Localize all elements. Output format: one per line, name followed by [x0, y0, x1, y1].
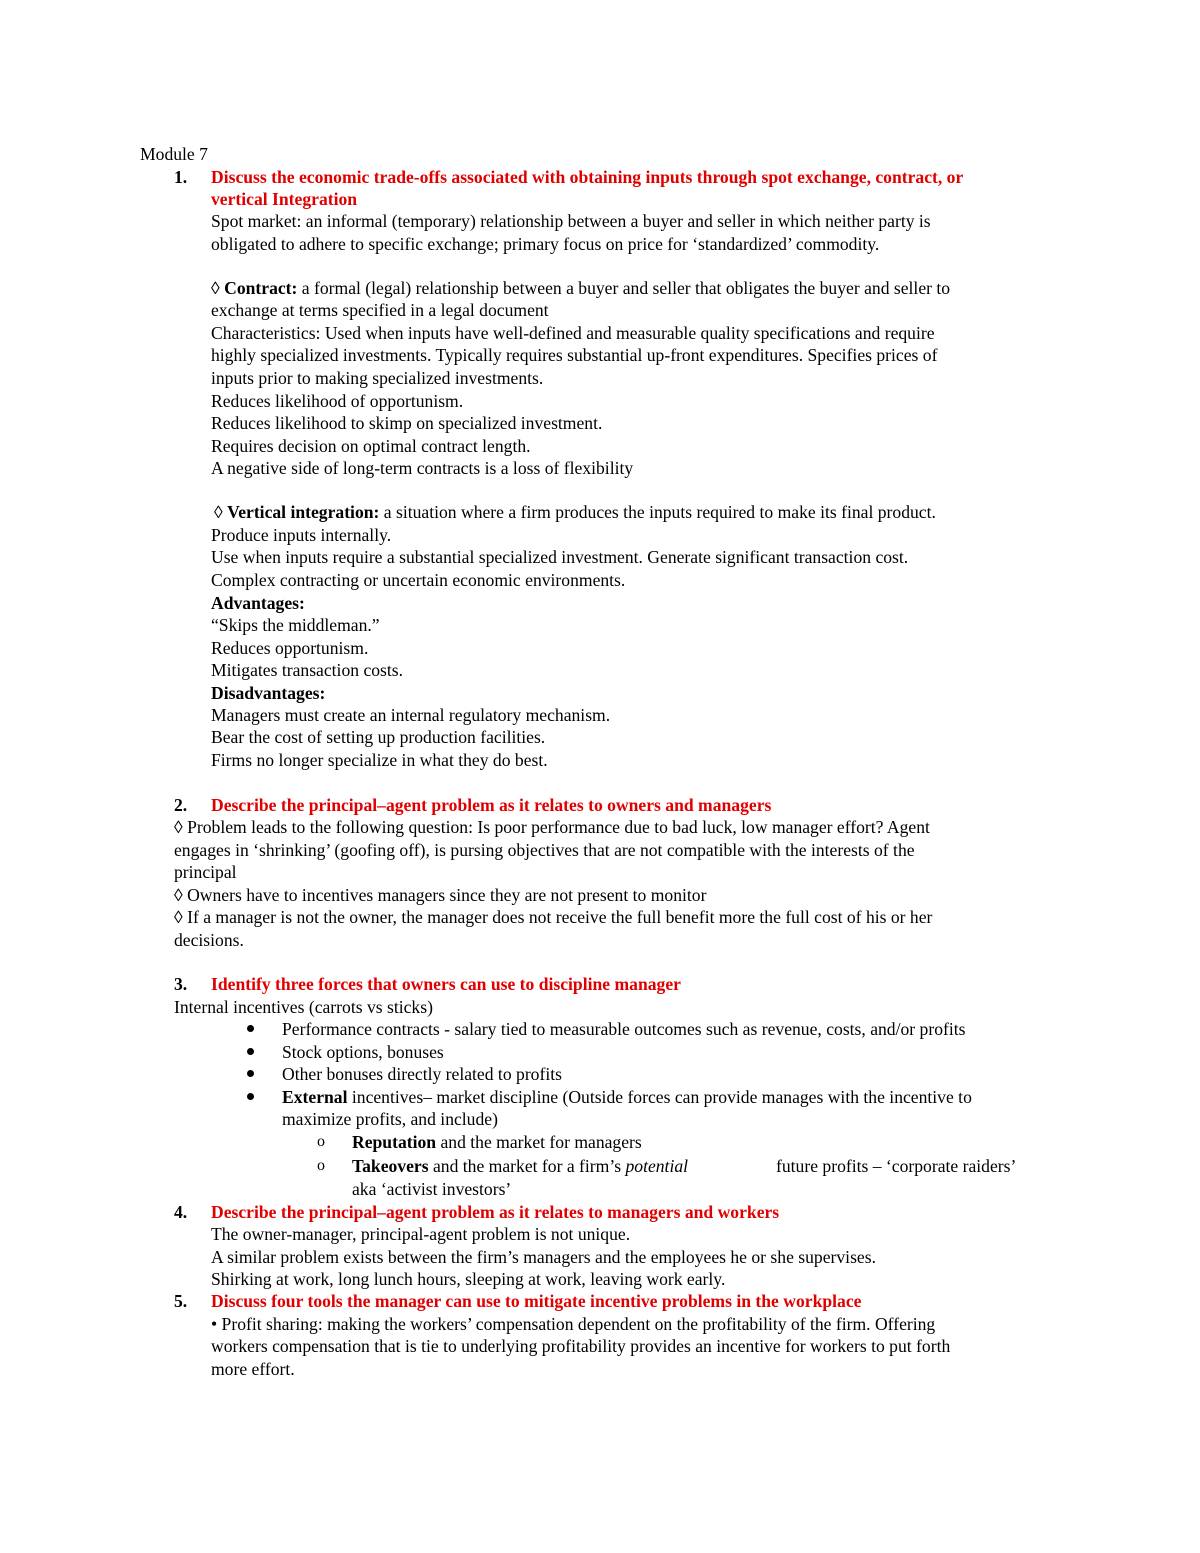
reputation-text: and the market for managers	[436, 1132, 642, 1152]
q3-heading: Identify three forces that owners can use to discipline manager	[211, 974, 681, 994]
q1-number: 1.	[174, 167, 188, 187]
q4-line: Shirking at work, long lunch hours, sleeping at work, leaving work early.	[211, 1269, 726, 1289]
q5-line: • Profit sharing: making the workers’ compensation dependent on the profitability of the firm. Offering	[211, 1314, 936, 1334]
q2-line: principal	[174, 862, 237, 882]
q1-contract-line2: exchange at terms specified in a legal document	[211, 300, 549, 320]
q1-vi-point: Produce inputs internally.	[211, 525, 392, 545]
q3-bullet: Other bonuses directly related to profits	[282, 1064, 562, 1084]
bullet-icon	[247, 1070, 254, 1077]
q3-sub-item-line2: aka ‘activist investors’	[352, 1179, 512, 1199]
external-text: incentives– market discipline (Outside forces can provide manages with the incentive to	[347, 1087, 972, 1107]
q5-heading: Discuss four tools the manager can use to mitigate incentive problems in the workplace	[211, 1291, 862, 1311]
q1-heading-line1: Discuss the economic trade-offs associated with obtaining inputs through spot exchange, contract, or	[211, 167, 964, 187]
q3-bullet-external	[282, 1086, 972, 1108]
q2-line: ◊ Problem leads to the following question: Is poor performance due to bad luck, low manager effort? Agent	[174, 817, 930, 837]
contract-label: Contract:	[224, 278, 298, 298]
reputation-label: Reputation	[352, 1132, 437, 1152]
q1-contract-point: Reduces likelihood of opportunism.	[211, 391, 464, 411]
q3-sub-item	[352, 1155, 688, 1177]
q3-sub-item-rest: future profits – ‘corporate raiders’	[776, 1156, 1017, 1176]
q1-vi-point: Use when inputs require a substantial specialized investment. Generate significant transaction cost.	[211, 547, 909, 567]
q4-heading: Describe the principal–agent problem as it relates to managers and workers	[211, 1202, 780, 1222]
sub-bullet-icon: o	[317, 1157, 325, 1174]
advantage-item: Mitigates transaction costs.	[211, 660, 404, 680]
disadvantage-item: Managers must create an internal regulatory mechanism.	[211, 705, 611, 725]
sub-bullet-icon: o	[317, 1133, 325, 1150]
q1-spot-line2: obligated to adhere to specific exchange; primary focus on price for ‘standardized’ commodity.	[211, 234, 880, 254]
q1-contract-point: A negative side of long-term contracts is a loss of flexibility	[211, 458, 634, 478]
takeovers-text: and the market for a firm’s	[428, 1156, 626, 1176]
q1-contract-point: Reduces likelihood to skimp on specialized investment.	[211, 413, 603, 433]
disadvantage-item: Firms no longer specialize in what they do best.	[211, 750, 548, 770]
q3-number: 3.	[174, 974, 188, 994]
diamond-icon: ◊	[214, 502, 223, 522]
potential-word: potential	[625, 1156, 689, 1176]
advantages-label: Advantages:	[211, 593, 305, 613]
advantage-item: Reduces opportunism.	[211, 638, 369, 658]
q2-line: ◊ If a manager is not the owner, the manager does not receive the full benefit more the full cost of his or her	[174, 907, 933, 927]
q1-spot-line1: Spot market: an informal (temporary) relationship between a buyer and seller in which neither party is	[211, 211, 931, 231]
q1-heading-line2: vertical Integration	[211, 189, 358, 209]
external-label: External	[282, 1087, 348, 1107]
q3-bullet: Performance contracts - salary tied to measurable outcomes such as revenue, costs, and/or profits	[282, 1019, 966, 1039]
disadvantage-item: Bear the cost of setting up production facilities.	[211, 727, 546, 747]
q3-sub-item	[352, 1131, 642, 1153]
q5-line: more effort.	[211, 1359, 295, 1379]
q2-line: decisions.	[174, 930, 244, 950]
q1-contract-point: Requires decision on optimal contract length.	[211, 436, 531, 456]
contract-text: a formal (legal) relationship between a buyer and seller that obligates the buyer and seller to	[297, 278, 951, 298]
bullet-icon	[247, 1048, 254, 1055]
q5-number: 5.	[174, 1291, 188, 1311]
advantage-item: “Skips the middleman.”	[211, 615, 380, 635]
q2-heading: Describe the principal–agent problem as it relates to owners and managers	[211, 795, 772, 815]
q1-vi-line1	[214, 501, 936, 523]
q4-number: 4.	[174, 1202, 188, 1222]
q3-intro: Internal incentives (carrots vs sticks)	[174, 997, 433, 1017]
q4-line: A similar problem exists between the firm’s managers and the employees he or she supervises.	[211, 1247, 876, 1267]
q2-line: ◊ Owners have to incentives managers since they are not present to monitor	[174, 885, 707, 905]
takeovers-label: Takeovers	[352, 1156, 429, 1176]
vi-label: Vertical integration:	[227, 502, 380, 522]
q2-number: 2.	[174, 795, 188, 815]
q1-char-line3: inputs prior to making specialized investments.	[211, 368, 544, 388]
q1-contract-line1	[211, 277, 950, 299]
module-title: Module 7	[140, 144, 208, 164]
bullet-icon	[247, 1093, 254, 1100]
q4-line: The owner-manager, principal-agent problem is not unique.	[211, 1224, 631, 1244]
q5-line: workers compensation that is tie to underlying profitability provides an incentive for workers to put forth	[211, 1336, 951, 1356]
q1-vi-point: Complex contracting or uncertain economic environments.	[211, 570, 626, 590]
vi-text: a situation where a firm produces the inputs required to make its final product.	[379, 502, 936, 522]
bullet-icon	[247, 1025, 254, 1032]
q3-bullet: Stock options, bonuses	[282, 1042, 444, 1062]
q1-char-line2: highly specialized investments. Typically requires substantial up-front expenditures. Specifies prices of	[211, 345, 938, 365]
disadvantages-label: Disadvantages:	[211, 683, 326, 703]
q3-bullet-external-line2: maximize profits, and include)	[282, 1109, 498, 1129]
q1-char-line1: Characteristics: Used when inputs have well-defined and measurable quality specifications and require	[211, 323, 935, 343]
diamond-icon: ◊	[211, 278, 220, 298]
q2-line: engages in ‘shrinking’ (goofing off), is pursing objectives that are not compatible with the interests of the	[174, 840, 915, 860]
